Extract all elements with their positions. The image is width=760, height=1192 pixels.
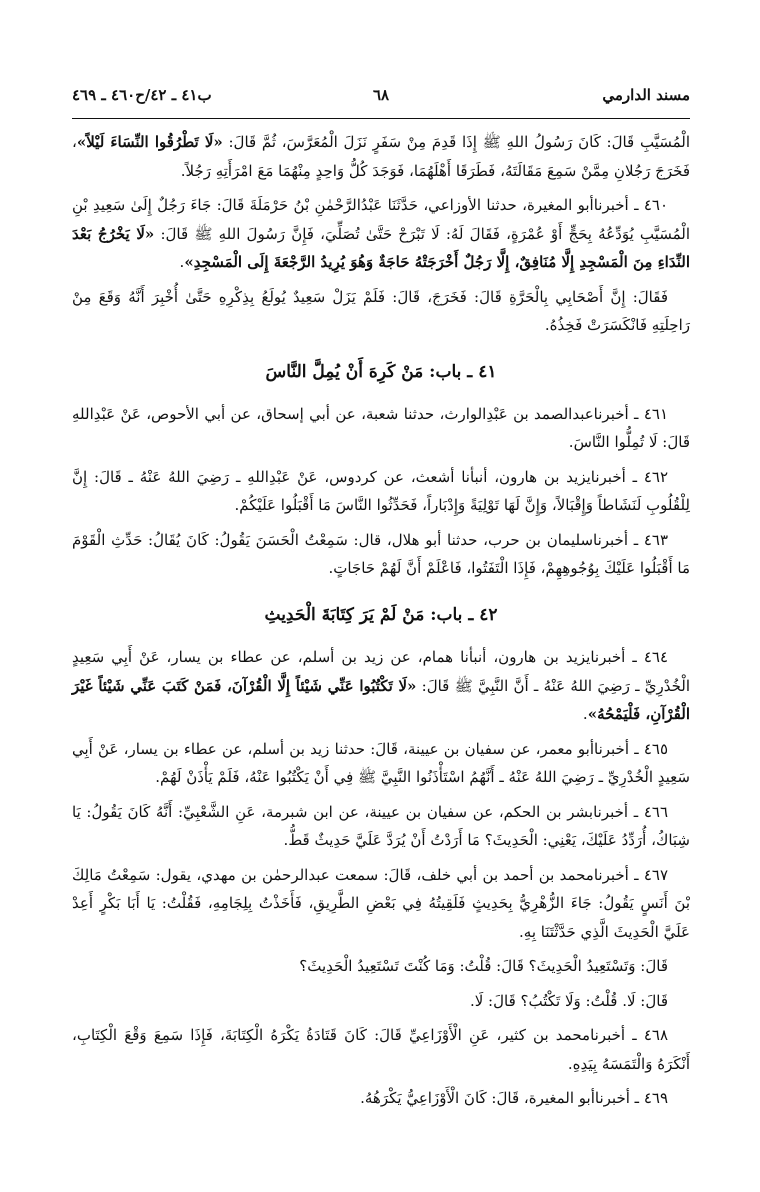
- hadith-466: ٤٦٦ ـ أخبرنابشر بن الحكم، عن سفيان بن عيينة، عن ابن شبرمة، عَنِ الشَّعْبِيِّ: أَنَّهُ كَانَ يَقُولُ: يَا شِبَاكُ، أُرَدِّدُ عَلَيْكَ، يَعْنِي: الْحَدِيثَ؟ مَا أَرَدْتُ أَنْ يُرَدَّ عَلَيَّ حَدِيثٌ قَطُّ.: [72, 802, 690, 850]
- hadith-469: ٤٦٩ ـ أخبرناأبو المغيرة، قَالَ: كَانَ الْأَوْزَاعِيُّ يَكْرَهُهُ.: [360, 1089, 668, 1108]
- section-reference: ب٤١ ـ ٤٢/ح٤٦٠ ـ ٤٦٩: [72, 86, 212, 104]
- paragraph: [72, 128, 690, 185]
- hadith-462: ٤٦٢ ـ أخبرنايزيد بن هارون، أنبأنا أشعث، عن كردوس، عَنْ عَبْدِاللهِ ـ رَضِيَ اللهُ عَنْهُ ـ قَالَ: إِنَّ لِلْقُلُوبِ لَنَشَاطاً وَإِقْبَالاً، وَإِنَّ لَهَا تَوْلِيَةً وَإِدْبَاراً، فَحَدِّثُوا النَّاسَ مَا أَقْبَلُوا عَلَيْكُمْ.: [72, 467, 690, 515]
- chapter-heading-42: ٤٢ ـ باب: مَنْ لَمْ يَرَ كِتَابَةَ الْحَدِيثِ: [264, 604, 498, 625]
- book-title: مسند الدارمي: [602, 86, 690, 104]
- hadith-quote: «لَا يَخْرُجُ بَعْدَ النِّدَاءِ مِنَ الْمَسْجِدِ إِلَّا مُنَافِقٌ، إِلَّا رَجُلٌ أَخْرَجَتْهُ حَاجَةٌ وَهُوَ يُرِيدُ الرَّجْعَةَ إِلَى الْمَسْجِدِ»: [72, 224, 690, 271]
- text: ، فَخَرَجَ رَجُلانِ مِمَّنْ سَمِعَ مَقَالَتَهُ، فَطَرَقَا أَهْلَهُمَا، فَوَجَدَ كُلُّ وَاحِدٍ مِنْهُمَا مَعَ امْرَأَتِهِ رَجُلاً.: [72, 133, 690, 180]
- page-header: [72, 86, 690, 116]
- paragraph: قَالَ: وَتَسْتَعِيدُ الْحَدِيثَ؟ قَالَ: قُلْتُ: وَمَا كُنْتَ تَسْتَعِيدُ الْحَدِيثَ؟: [299, 957, 668, 976]
- text: .: [179, 253, 185, 271]
- hadith-quote: «لَا تَطْرُقُوا النِّسَاءَ لَيْلاً»: [76, 133, 223, 151]
- text: .: [582, 705, 588, 724]
- hadith-quote: «لَا تَكْتُبُوا عَنِّي شَيْئاً إِلَّا الْقُرْآنَ، فَمَنْ كَتَبَ عَنِّي شَيْئاً غَيْرَ الْقُرْآنِ، فَلْيَمْحُهُ»: [72, 676, 690, 724]
- hadith-463: ٤٦٣ ـ أخبرناسليمان بن حرب، حدثنا أبو هلال، قال: سَمِعْتُ الْحَسَنَ يَقُولُ: كَانَ يُقَالُ: حَدِّثِ الْقَوْمَ مَا أَقْبَلُوا عَلَيْكَ بِوُجُوهِهِمْ، فَإِذَا الْتَفَتُوا، فَاعْلَمْ أَنَّ لَهُمْ حَاجَاتٍ.: [72, 530, 690, 578]
- paragraph: فَقَالَ: إِنَّ أَصْحَابِي بِالْحَرَّةِ قَالَ: فَخَرَجَ، قَالَ: فَلَمْ يَزَلْ سَعِيدٌ يُولَعُ بِذِكْرِهِ حَتَّىٰ أُخْبِرَ أَنَّهُ وَقَعَ مِنْ رَاحِلَتِهِ فَانْكَسَرَتْ فَخِذُهُ.: [72, 287, 690, 334]
- hadith-460: [72, 191, 690, 277]
- page-number: ٦٨: [372, 86, 390, 104]
- text: ٤٦٤ ـ أخبرنايزيد بن هارون، أنبأنا همام، عن زيد بن أسلم، عن عطاء بن يسار، عَنْ أَبِي سَعِيدٍ الْخُدْرِيِّ ـ رَضِيَ اللهُ عَنْهُ ـ أَنَّ النَّبِيَّ ﷺ قَالَ:: [72, 648, 690, 695]
- page-body: [72, 128, 690, 1119]
- hadith-468: ٤٦٨ ـ أخبرنامحمد بن كثير، عَنِ الْأَوْزَاعِيِّ قَالَ: كَانَ قَتَادَةُ يَكْرَهُ الْكِتَابَةَ، فَإِذَا سَمِعَ وَقْعَ الْكِتَابِ، أَنْكَرَهُ وَالْتَمَسَهُ بِيَدِهِ.: [72, 1026, 690, 1073]
- hadith-461: ٤٦١ ـ أخبرناعبدالصمد بن عَبْدِالوارث، حدثنا شعبة، عن أبي إسحاق، عن أبي الأحوص، عَنْ عَبْدِاللهِ قَالَ: لَا تُمِلُّوا النَّاسَ.: [72, 404, 690, 452]
- hadith-465: ٤٦٥ ـ أخبرناأبو معمر، عن سفيان بن عيينة، قَالَ: حدثنا زيد بن أسلم، عن عطاء بن يسار، عَنْ أَبِي سَعِيدٍ الْخُدْرِيِّ ـ رَضِيَ اللهُ عَنْهُ ـ أَنَّهُمُ اسْتَأْذَنُوا النَّبِيَّ ﷺ فِي أَنْ يَكْتُبُوا عَنْهُ، فَلَمْ يَأْذَنْ لَهُمْ.: [72, 739, 690, 787]
- hadith-467: ٤٦٧ ـ أخبرنامحمد بن أحمد بن أبي خلف، قَالَ: سمعت عبدالرحمٰن بن مهدي، يقول: سَمِعْتُ مَالِكَ بْنَ أَنَسٍ يَقُولُ: جَاءَ الزُّهْرِيُّ بِحَدِيثٍ فَلَقِيتُهُ فِي بَعْضِ الطَّرِيقِ، فَأَخَذْتُ بِلِجَامِهِ، فَقُلْتُ: يَا أَبَا بَكْرٍ أَعِدْ عَلَيَّ الْحَدِيثَ الَّذِي حَدَّثْتَنَا بِهِ.: [72, 865, 690, 941]
- chapter-heading-41: ٤١ ـ باب: مَنْ كَرِهَ أَنْ يُمِلَّ النَّاسَ: [265, 361, 497, 382]
- text: الْمُسَيَّبِ قَالَ: كَانَ رَسُولُ اللهِ ﷺ إِذَا قَدِمَ مِنْ سَفَرٍ نَزَلَ الْمُعَرَّسَ، ثُمَّ قَالَ:: [222, 133, 690, 151]
- paragraph: قَالَ: لَا. قُلْتُ: وَلَا تَكْتُبُ؟ قَالَ: لَا.: [469, 991, 668, 1010]
- hadith-464: [72, 643, 690, 729]
- header-divider: [72, 118, 690, 119]
- text: ٤٦٠ ـ أخبرناأبو المغيرة، حدثنا الأوزاعي، حَدَّثَنَا عَبْدُالرَّحْمٰنِ بْنُ حَرْمَلَةَ قَالَ: جَاءَ رَجُلٌ إِلَىٰ سَعِيدِ بْنِ الْمُسَيَّبِ يُوَدِّعُهُ بِحَجٍّ أَوْ عُمْرَةٍ، فَقَالَ لَهُ: لَا تَبْرَحْ حَتَّىٰ تُصَلِّيَ، فَإِنَّ رَسُولَ اللهِ ﷺ قَالَ:: [72, 196, 690, 243]
